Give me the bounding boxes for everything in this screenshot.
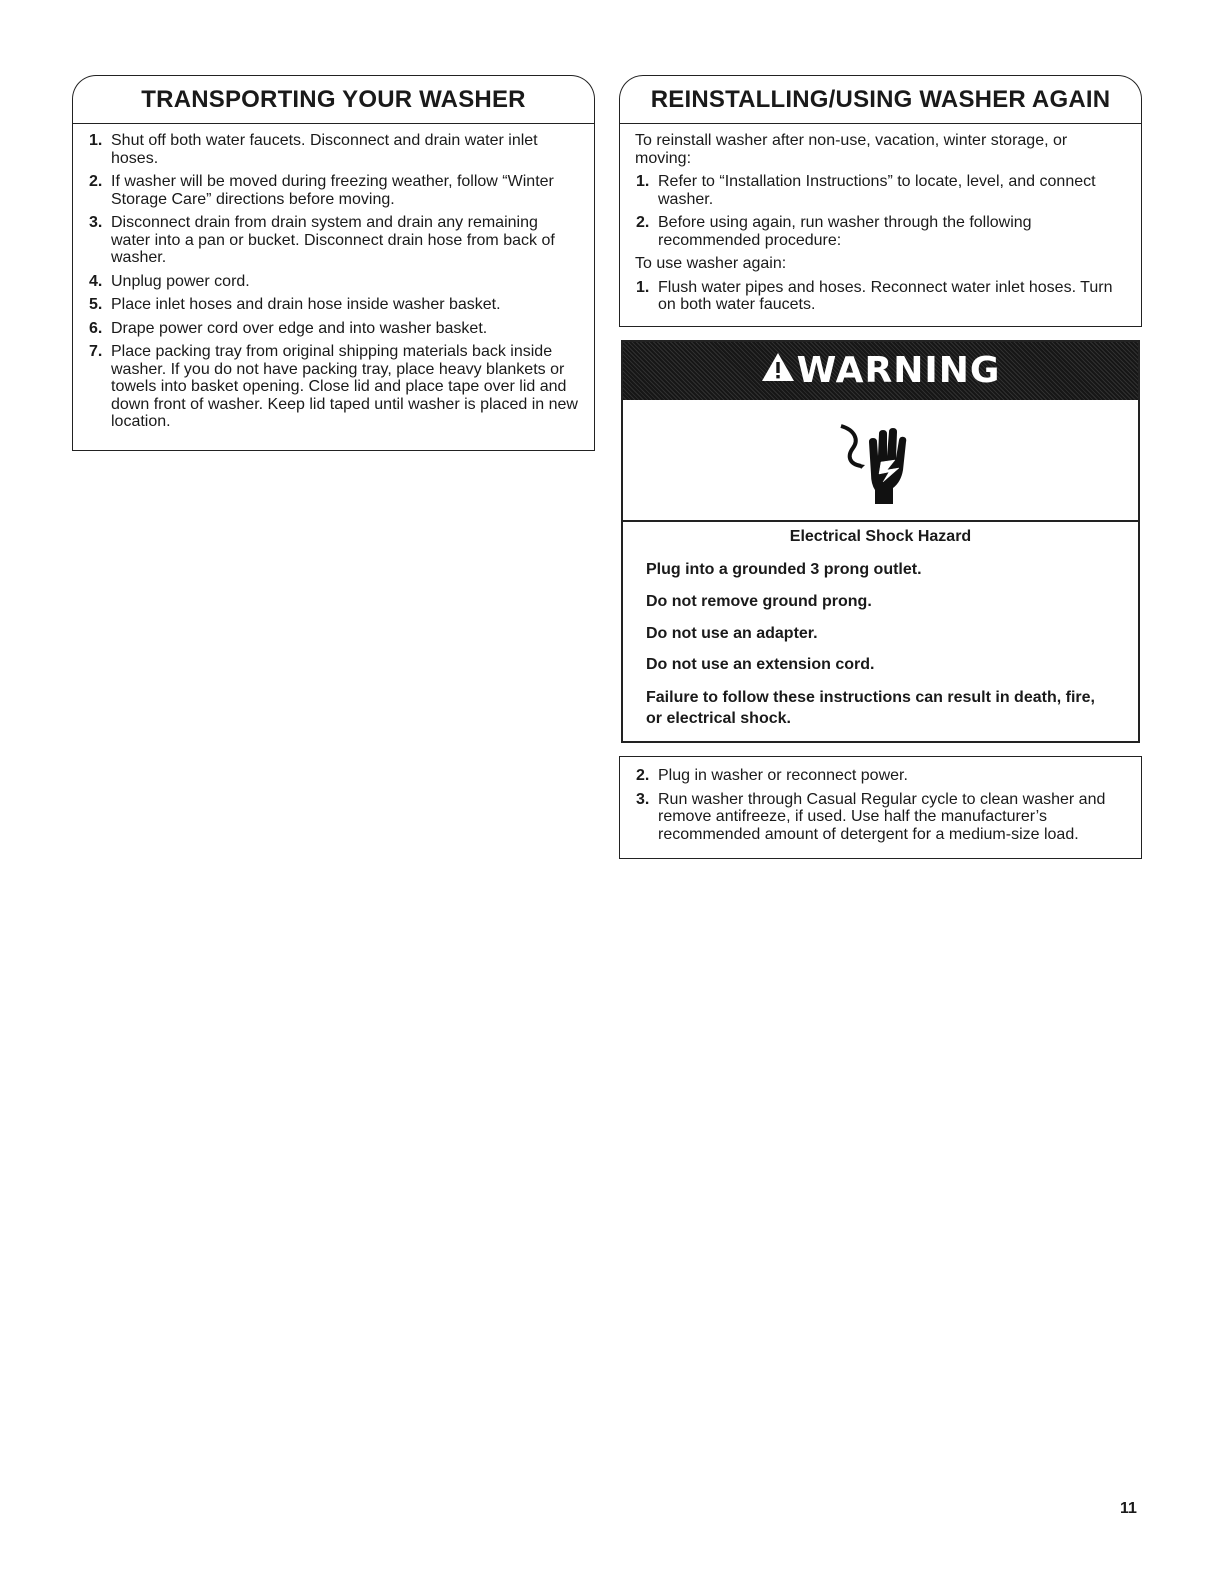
list-item: 1. Shut off both water faucets. Disconnect and drain water inlet hoses. [89,132,538,167]
transport-steps-box [72,123,595,451]
list-item: 4. Unplug power cord. [89,272,250,290]
hazard-title: Electrical Shock Hazard [789,528,972,545]
warning-consequence: Failure to follow these instructions can result in death, fire, or electrical shock. [646,689,1095,727]
warning-box [621,340,1140,743]
warning-line-3: Do not use an adapter. [646,625,818,642]
list-item: 1. Flush water pipes and hoses. Reconnect water inlet hoses. Turn on both water faucets. [636,278,1113,313]
transport-section [72,75,595,451]
list-item: 3. Disconnect drain from drain system and drain any remaining water into a pan or bucket. Disconnect drain hose from back of washer. [89,214,555,266]
warning-triangle-icon [761,352,795,382]
reinstall-box [619,123,1142,327]
transport-title-tab [72,75,595,123]
after-steps [620,767,1135,843]
after-warning-box [619,756,1142,859]
list-item: 2. If washer will be moved during freezing weather, follow “Winter Storage Care” directions before moving. [89,173,554,208]
warning-line-2: Do not remove ground prong. [646,593,872,610]
transport-steps [73,132,580,431]
reinstall-intro: To reinstall washer after non-use, vacation, winter storage, or moving: [635,132,1068,167]
list-item: 2. Before using again, run washer through the following recommended procedure: [636,214,1032,249]
page-number: 11 [1120,1500,1137,1517]
reinstall-steps [620,173,1127,249]
transport-title: TRANSPORTING YOUR WASHER [141,86,526,113]
warning-header [623,342,1138,400]
electric-shock-hand-icon [833,412,923,512]
reinstall-section [619,75,1142,327]
shock-icon-area [623,400,1138,520]
reinstall-title: REINSTALLING/USING WASHER AGAIN [650,86,1111,113]
list-item: 3. Run washer through Casual Regular cycle to clean washer and remove antifreeze, if used. Use half the manufacturer’s recommended amount of detergent for a medium-size load. [636,790,1106,843]
warning-line-1: Plug into a grounded 3 prong outlet. [646,561,922,578]
warning-line-4: Do not use an extension cord. [646,656,875,673]
reinstall-title-tab [619,75,1142,123]
warning-title: WARNING [796,350,1001,391]
warning-text-area [623,520,1138,741]
list-item: 6. Drape power cord over edge and into washer basket. [89,319,488,337]
list-item: 5. Place inlet hoses and drain hose inside washer basket. [89,296,501,313]
use-steps [620,279,1131,314]
use-intro: To use washer again: [635,255,787,272]
list-item: 1. Refer to “Installation Instructions” to locate, level, and connect washer. [636,173,1096,208]
list-item: 7. Place packing tray from original shipping materials back inside washer. If you do not have packing tray, place heavy blankets or towels into basket opening. Close lid and place tape over lid and down front of washer. Keep lid taped until washer is placed in new location. [89,343,578,430]
list-item: 2. Plug in washer or reconnect power. [636,767,908,784]
